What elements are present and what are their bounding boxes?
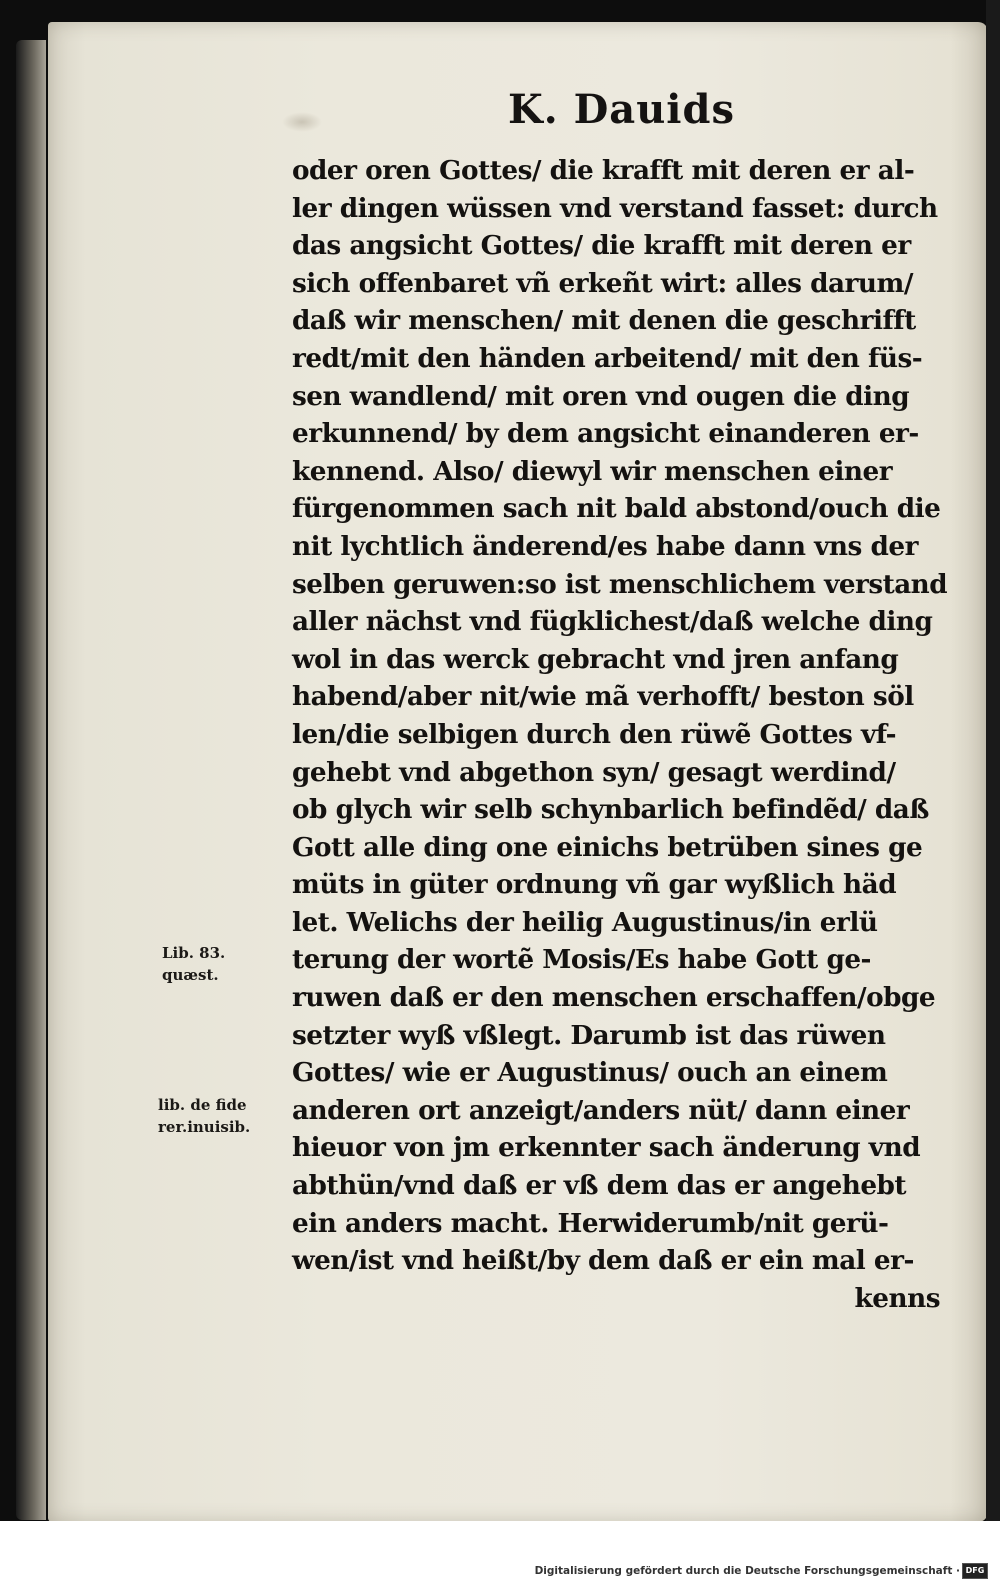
page-body-text	[292, 152, 952, 1317]
text-line: hieuor von jm erkennter sach änderung vnd	[292, 1132, 921, 1164]
text-line: abthün/vnd daß er vß dem das er angehebt	[292, 1170, 907, 1202]
text-line: aller nächst vnd fügklichest/daß welche ding	[292, 606, 933, 638]
text-line: müts in güter ordnung vñ gar wyßlich häd	[292, 869, 897, 901]
text-line: Gottes/ wie er Augustinus/ ouch an einem	[292, 1057, 888, 1089]
footer-bar	[0, 1521, 1000, 1587]
text-line: fürgenommen sach nit bald abstond/ouch die	[292, 493, 941, 525]
text-line: terung der wortẽ Mosis/Es habe Gott ge-	[292, 944, 871, 976]
funding-credit: Digitalisierung gefördert durch die Deutsche Forschungsgemeinschaft ·	[534, 1565, 960, 1577]
scan-border	[986, 0, 1000, 1587]
text-line: wol in das werck gebracht vnd jren anfang	[292, 643, 899, 675]
text-line: len/die selbigen durch den rüwẽ Gottes vf-	[292, 718, 897, 750]
marginal-note-line: rer.inuisib.	[158, 1118, 251, 1136]
text-line: gehebt vnd abgethon syn/ gesagt werdind/	[292, 756, 896, 788]
text-line: selben geruwen:so ist menschlichem verstand	[292, 568, 948, 600]
running-title: K. Dauids	[508, 86, 735, 133]
text-line: let. Welichs der heilig Augustinus/in erlü	[292, 906, 878, 938]
marginal-note-reference	[158, 1094, 250, 1138]
text-line: ob glych wir selb schynbarlich befindẽd/ daß	[292, 794, 929, 826]
text-line: anderen ort anzeigt/anders nüt/ dann einer	[292, 1094, 910, 1126]
marginal-note-line: quæst.	[162, 966, 219, 984]
marginal-note-line: lib. de fide	[158, 1096, 247, 1114]
dfg-logo-icon: DFG	[962, 1563, 988, 1579]
text-line: kennend. Also/ diewyl wir menschen einer	[292, 455, 893, 487]
text-line: sen wandlend/ mit oren vnd ougen die ding	[292, 380, 910, 412]
marginal-note-line: Lib. 83.	[162, 944, 226, 962]
text-line: oder oren Gottes/ die krafft mit deren er al-	[292, 155, 915, 186]
text-line: das angsicht Gottes/ die krafft mit deren er	[292, 230, 911, 262]
text-line: nit lychtlich änderend/es habe dann vns der	[292, 530, 918, 562]
text-line: redt/mit den händen arbeitend/ mit den füs-	[292, 342, 923, 374]
text-line: ruwen daß er den menschen erschaffen/obge	[292, 982, 936, 1014]
book-edge	[16, 40, 46, 1520]
marginal-note-reference	[162, 942, 225, 986]
text-line: sich offenbaret vñ erkeñt wirt: alles darum/	[292, 267, 913, 299]
ink-smudge	[282, 112, 322, 132]
text-line: setzter wyß vßlegt. Darumb ist das rüwen	[292, 1019, 886, 1051]
text-line: daß wir menschen/ mit denen die geschrifft	[292, 305, 916, 337]
text-line: ler dingen wüssen vnd verstand fasset: durch	[292, 192, 938, 224]
text-line: erkunnend/ by dem angsicht einanderen er-	[292, 418, 919, 450]
text-line: habend/aber nit/wie mã verhofft/ beston söl	[292, 681, 914, 713]
text-line: wen/ist vnd heißt/by dem daß er ein mal er-	[292, 1245, 914, 1277]
text-line: Gott alle ding one einichs betrüben sines ge	[292, 831, 923, 863]
text-line: ein anders macht. Herwiderumb/nit gerü-	[292, 1207, 889, 1239]
catchword: kenns	[854, 1282, 940, 1314]
